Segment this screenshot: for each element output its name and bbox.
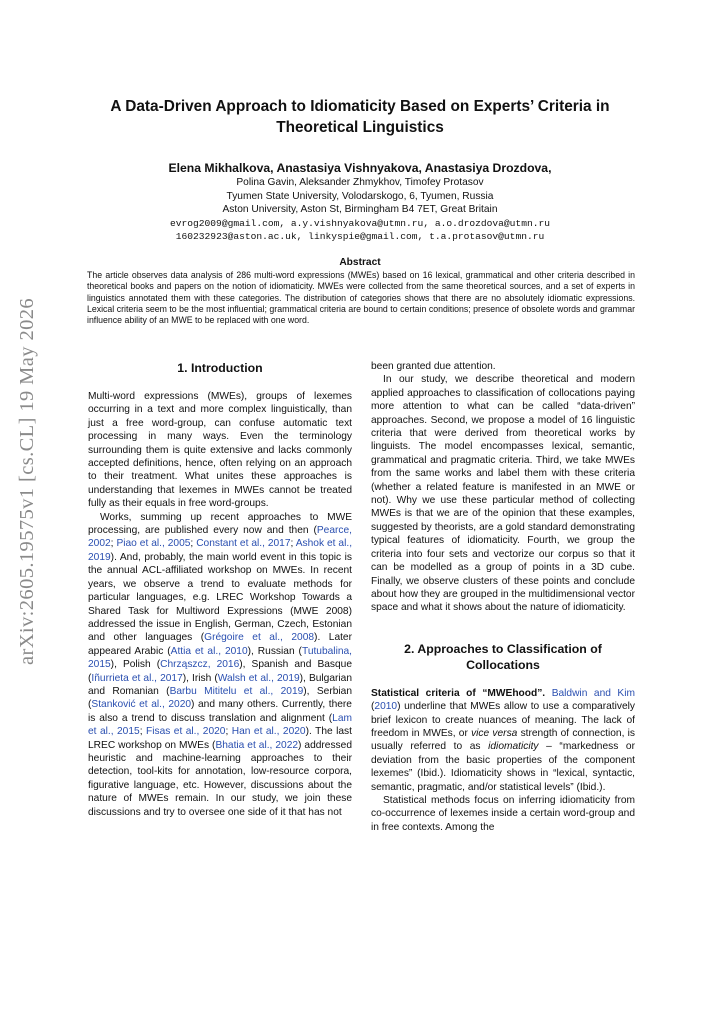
citation-link[interactable]: Tutubalina, 2015 xyxy=(88,645,352,671)
citation-link[interactable]: Constant et al., 2017 xyxy=(196,538,291,550)
citation-link[interactable]: Barbu Mititelu et al., 2019 xyxy=(169,685,304,697)
citation-link[interactable]: Chrząszcz, 2016 xyxy=(160,659,240,671)
intro-paragraph-2-continued: been granted due attention. xyxy=(371,361,496,372)
author-block xyxy=(80,160,640,244)
citation-link[interactable]: Stanković et al., 2020 xyxy=(91,699,192,711)
citation-link[interactable]: Iñurrieta et al., 2017 xyxy=(91,672,183,684)
citation-link[interactable]: Fisas et al., 2020 xyxy=(145,726,226,738)
abstract-text: The article observes data analysis of 286 multi-word expressions (MWEs) based on 16 lexical, grammatical and other criteria described in theoretical books and papers on the notion of idiomaticity. MWEs were collected from the same theoretical sources, and a set of experts in linguistics annotated them with these categories. The distribution of categories shows that there are no absolutely idiomatic expressions. Lexical criteria seem to be the most influential; grammatical criteria are bound to certain conditions; presence of obsolete words and grammar influence ability of an MWE to be replaced with one word. xyxy=(87,270,635,326)
citation-link[interactable]: Baldwin and Kim xyxy=(551,687,635,699)
section-2-paragraph-2: Statistical methods focus on inferring idiomaticity from co-occurrence of lexemes inside a certain word-group and in free contexts. Among the xyxy=(371,794,635,833)
paper-title: A Data-Driven Approach to Idiomaticity Based on Experts’ Criteria in Theoretical Linguistics xyxy=(110,98,610,136)
intro-paragraph-1: Multi-word expressions (MWEs), groups of lexemes occurring in a text and more complex linguistically, than just a free word-group, can confuse automatic text processing in many ways. Even the terminology surrounding them is quite extensive and lacks commonly accepted definitions, hence, often relying on an approach to their treatment. What unites these approaches is understanding that lexemes in MWEs cannot be treated fully as their equals in free word-groups. xyxy=(88,391,352,510)
citation-link[interactable]: Attia et al., 2010 xyxy=(170,645,248,657)
affiliation-aston: Aston University, Aston St, Birmingham B4 7ET, Great Britain xyxy=(222,204,498,215)
author-emails-1: evrog2009@gmail.com, a.y.vishnyakova@utmn.ru, a.o.drozdova@utmn.ru xyxy=(170,217,550,229)
citation-link[interactable]: Pearce, 2002 xyxy=(88,525,352,550)
section-1-title: 1. Introduction xyxy=(177,361,263,375)
citation-link[interactable]: 2010 xyxy=(374,701,398,713)
authors-secondary: Polina Gavin, Aleksander Zhmykhov, Timofey Protasov xyxy=(236,177,484,188)
intro-paragraph-2: Works, summing up recent approaches to MWE processing, are published every now and then (Pearce, 2002; Piao et al., 2005; Constant et al., 2017; Ashok et al., 2019). And, probably, the main world event in this topic is the annual ACL-affiliated workshop on MWEs. In recent years, we observe a trend to evaluate methods for particular languages, e.g. LREC Workshop Towards a Shared Task for Multiword Expressions (MWE 2008) addressed the issue in English, German, Czech, Estonian and other languages (Grégoire et al., 2008). Later appeared Arabic (Attia et al., 2010), Russian (Tutubalina, 2015), Polish (Chrząszcz, 2016), Spanish and Basque (Iñurrieta et al., 2017), Irish (Walsh et al., 2019), Bulgarian and Romanian (Barbu Mititelu et al., 2019), Serbian (Stanković et al., 2020) and many others. Currently, there is also a trend to discuss translation and alignment (Lam et al., 2015; Fisas et al., 2020; Han et al., 2020). The last LREC workshop on MWEs (Bhatia et al., 2022) addressed heuristic and machine-learning approaches to their detection, tool-kits for annotation, low-resource corpora, figurative language, etc. However, discussions about the nature of MWEs remain. In our study, we join these discussions and try to oversee one side of it that has not xyxy=(88,511,353,818)
citation-link[interactable]: Han et al., 2020 xyxy=(231,726,306,738)
citation-link[interactable]: Ashok et al., 2019 xyxy=(88,538,353,563)
right-column xyxy=(371,360,635,834)
left-column xyxy=(88,360,352,819)
citation-link[interactable]: Walsh et al., 2019 xyxy=(217,672,300,684)
section-2-title: 2. Approaches to Classification of Collocations xyxy=(404,641,602,672)
run-in-heading: Statistical criteria of “MWEhood”. xyxy=(371,687,546,699)
affiliation-tyumen: Tyumen State University, Volodarskogo, 6, Tyumen, Russia xyxy=(226,190,494,202)
citation-link[interactable]: Grégoire et al., 2008 xyxy=(204,632,315,644)
intro-paragraph-3: In our study, we describe theoretical and modern applied approaches to classification of collocations paying more attention to what can be called “data-driven” approaches. Second, we propose a model of 16 linguistic criteria that were derived from theoretical works by linguists. The model encompasses lexical, semantic, grammatical and pragmatic criteria. Third, we take MWEs from the same works and label them with these criteria (whether a related feature is manifested in an MWE or not). Why we use these particular method of collecting MWEs is that we are of the opinion that these examples, suggested by theorists, are a gold standard demonstrating typical features of idiomaticity. Fourth, we group the criteria into four sets and vectorize our corpus so that it can be modelled as a group of points in a 3D cube. Finally, we observe clusters of these points and conclude about how they are grouped in the multidimensional vector space and what it shows about the nature of idiomaticity. xyxy=(371,374,635,614)
author-emails-2: 160232923@aston.ac.uk, linkyspie@gmail.com, t.a.protasov@utmn.ru xyxy=(175,231,545,242)
citation-link[interactable]: Bhatia et al., 2022 xyxy=(215,739,299,751)
section-2-paragraph-1: Statistical criteria of “MWEhood”. Baldwin and Kim (2010) underline that MWEs allow to use a comparatively brief lexicon to create nuances of meaning. The lack of freedom in MWEs, or vice versa strength of connection, is usually referred to as idiomaticity – “markedness or deviation from the basic properties of the component lexemes” (Ibid.). Idiomaticity shows in “lexical, syntactic, semantic, pragmatic, and/or statistical levels” (Ibid.). xyxy=(371,687,636,793)
arxiv-identifier-stamp: arXiv:2605.19575v1 [cs.CL] 19 May 2026 xyxy=(16,297,38,665)
abstract-heading: Abstract xyxy=(339,257,381,268)
citation-link[interactable]: Piao et al., 2005 xyxy=(116,538,191,550)
authors-main: Elena Mikhalkova, Anastasiya Vishnyakova, Anastasiya Drozdova, xyxy=(168,161,552,175)
citation-link[interactable]: Lam et al., 2015 xyxy=(88,712,352,738)
